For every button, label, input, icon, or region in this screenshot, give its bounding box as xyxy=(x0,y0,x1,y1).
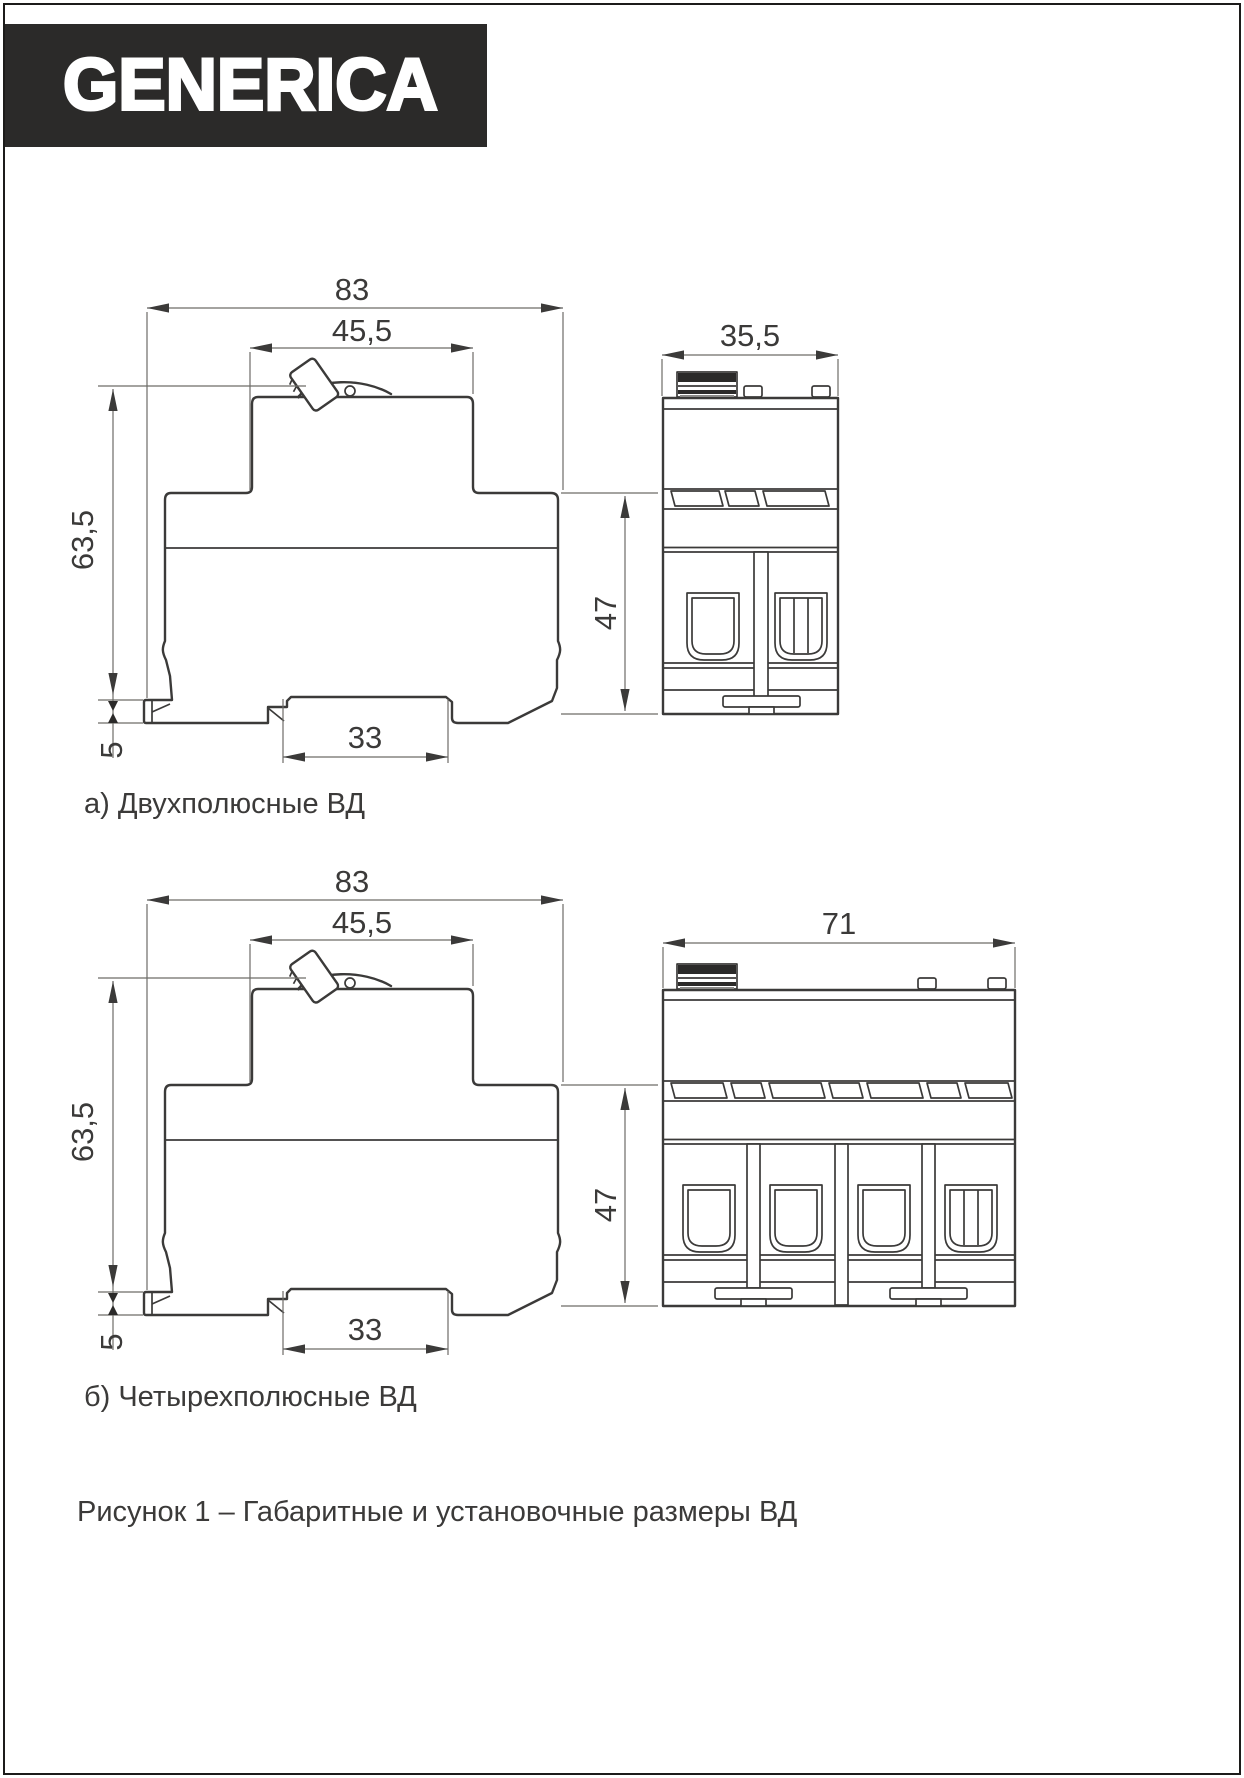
figure-caption: Рисунок 1 – Габаритные и установочные размеры ВД xyxy=(77,1496,798,1528)
top-tab xyxy=(744,386,762,397)
terminal-window-screw xyxy=(775,593,827,660)
din-release-bar xyxy=(747,1144,760,1288)
din-release-bar xyxy=(922,1144,935,1288)
dim-top-width-label: 45,5 xyxy=(331,313,393,348)
toggle-handle-front xyxy=(677,372,737,397)
dim-front-width-label: 35,5 xyxy=(719,318,781,353)
dim-clip-height-label: 5 xyxy=(94,1333,129,1351)
top-tab xyxy=(812,386,830,397)
dim-rail-slot-label: 33 xyxy=(347,720,383,755)
toggle-handle-front xyxy=(677,964,737,989)
front-view-four-pole xyxy=(663,943,1015,1306)
terminal-window xyxy=(683,1185,735,1252)
din-release-bar xyxy=(754,552,768,697)
din-release-bar xyxy=(835,1144,848,1305)
dim-front-width-label: 71 xyxy=(821,906,857,941)
dim-height-label: 63,5 xyxy=(65,1101,100,1163)
front-view-two-pole xyxy=(662,355,838,714)
dim-height-label: 63,5 xyxy=(65,509,100,571)
figure-b-drawing xyxy=(65,864,1015,1355)
side-view-two-pole xyxy=(98,308,658,763)
terminal-window xyxy=(770,1185,822,1252)
side-view-four-pole xyxy=(98,900,658,1355)
terminal-window xyxy=(858,1185,910,1252)
figure-a-drawing xyxy=(65,272,838,763)
dim-overall-width-label: 83 xyxy=(334,272,370,307)
brand-logo-text: GENERICA xyxy=(63,44,438,127)
terminal-window-screw xyxy=(945,1185,997,1252)
dim-mount-height-label: 47 xyxy=(588,1187,623,1223)
figure-b-label: б) Четырехполюсные ВД xyxy=(84,1381,417,1413)
dim-overall-width-label: 83 xyxy=(334,864,370,899)
top-tab xyxy=(988,978,1006,989)
terminal-window xyxy=(687,593,739,660)
figure-a-label: а) Двухполюсные ВД xyxy=(84,788,366,820)
dim-top-width-label: 45,5 xyxy=(331,905,393,940)
dim-rail-slot-label: 33 xyxy=(347,1312,383,1347)
dim-clip-height-label: 5 xyxy=(94,741,129,759)
top-tab xyxy=(918,978,936,989)
dim-mount-height-label: 47 xyxy=(588,595,623,631)
